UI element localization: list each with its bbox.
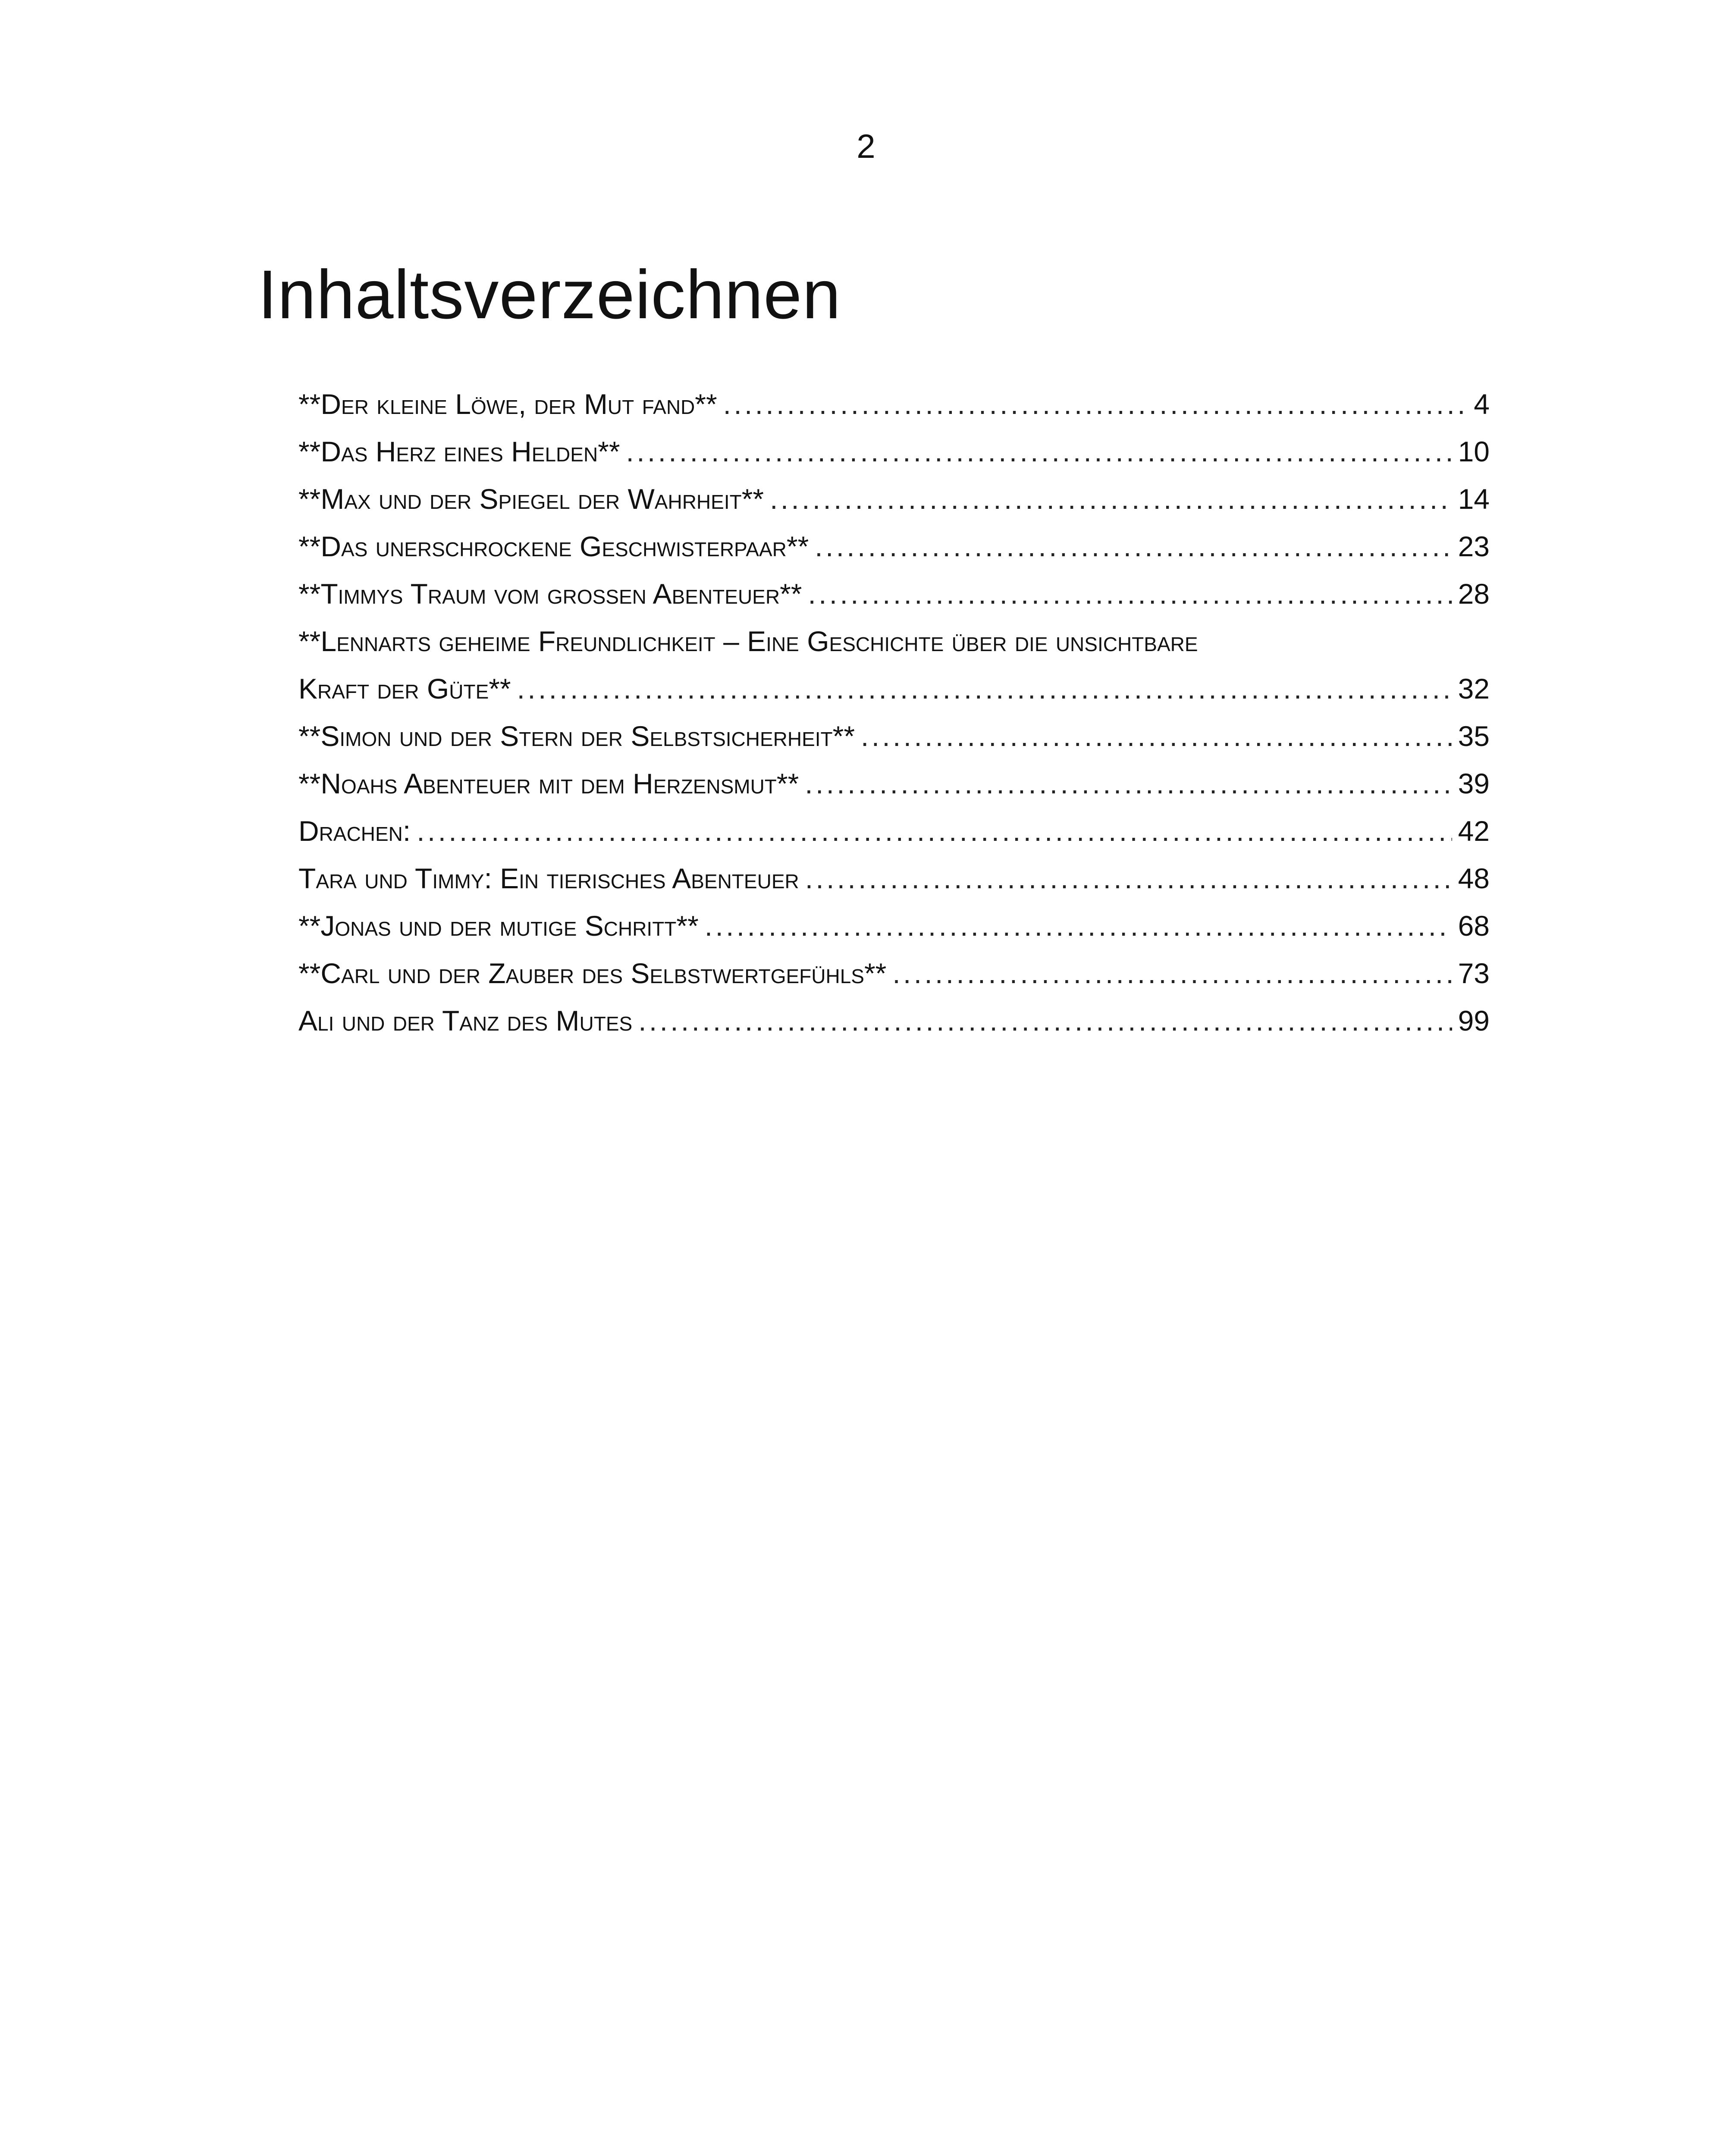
dot-leader (861, 712, 1452, 760)
toc-entry[interactable] (298, 712, 1490, 760)
toc-entry-title-continued: Kraft der Güte** (298, 673, 511, 705)
dot-leader (705, 902, 1452, 950)
toc-entry-title: **Carl und der Zauber des Selbstwertgefühls** (298, 957, 887, 989)
dot-leader (723, 380, 1468, 428)
page-number: 2 (857, 127, 875, 165)
toc-entry-page: 39 (1458, 768, 1490, 799)
dot-leader (805, 760, 1452, 807)
dot-leader (892, 950, 1452, 997)
toc-entry-title: **Das Herz eines Helden** (298, 436, 620, 467)
toc-entry-page: 4 (1474, 388, 1490, 420)
toc-entry-title: Ali und der Tanz des Mutes (298, 1005, 633, 1037)
toc-entry[interactable] (298, 380, 1490, 428)
toc-entry-title: **Timmys Traum vom großen Abenteuer** (298, 578, 802, 610)
toc-entry-page: 28 (1458, 578, 1490, 610)
toc-entry-page: 48 (1458, 862, 1490, 894)
dot-leader (805, 855, 1452, 902)
toc-entry-page: 68 (1458, 910, 1490, 942)
toc-entry[interactable] (298, 475, 1490, 523)
toc-entry-title: **Simon und der Stern der Selbstsicherheit** (298, 720, 855, 752)
toc-entry[interactable] (298, 855, 1490, 902)
toc-entry[interactable] (298, 428, 1490, 475)
toc-entry[interactable] (298, 617, 1490, 712)
toc-entry-title: Tara und Timmy: Ein tierisches Abenteuer (298, 862, 799, 894)
dot-leader (815, 523, 1452, 570)
toc-entry-title: **Jonas und der mutige Schritt** (298, 910, 699, 942)
toc-entry[interactable] (298, 760, 1490, 807)
toc-entry[interactable] (298, 950, 1490, 997)
table-of-contents (298, 380, 1490, 1044)
dot-leader (626, 428, 1452, 475)
toc-entry[interactable] (298, 570, 1490, 617)
toc-entry-page: 32 (1458, 673, 1490, 705)
toc-entry-title: **Noahs Abenteuer mit dem Herzensmut** (298, 768, 799, 799)
toc-entry-title: **Lennarts geheime Freundlichkeit – Eine Geschichte über die unsichtbare (298, 625, 1198, 657)
dot-leader (417, 807, 1452, 855)
dot-leader (517, 665, 1452, 712)
toc-entry-title: **Max und der Spiegel der Wahrheit** (298, 483, 764, 515)
toc-entry-page: 73 (1458, 957, 1490, 989)
toc-entry-page: 42 (1458, 815, 1490, 847)
dot-leader (770, 475, 1452, 523)
toc-entry[interactable] (298, 807, 1490, 855)
toc-entry-page: 23 (1458, 530, 1490, 562)
toc-title: Inhaltsverzeichnen (258, 256, 841, 333)
toc-entry[interactable] (298, 902, 1490, 950)
toc-entry-page: 10 (1458, 436, 1490, 467)
toc-entry-title: **Der kleine Löwe, der Mut fand** (298, 388, 717, 420)
toc-entry-page: 14 (1458, 483, 1490, 515)
toc-entry[interactable] (298, 523, 1490, 570)
dot-leader (808, 570, 1452, 617)
toc-entry-page: 35 (1458, 720, 1490, 752)
toc-entry[interactable] (298, 997, 1490, 1044)
toc-entry-title: Drachen: (298, 815, 411, 847)
toc-entry-title: **Das unerschrockene Geschwisterpaar** (298, 530, 809, 562)
toc-entry-page: 99 (1458, 1005, 1490, 1037)
dot-leader (638, 997, 1452, 1044)
